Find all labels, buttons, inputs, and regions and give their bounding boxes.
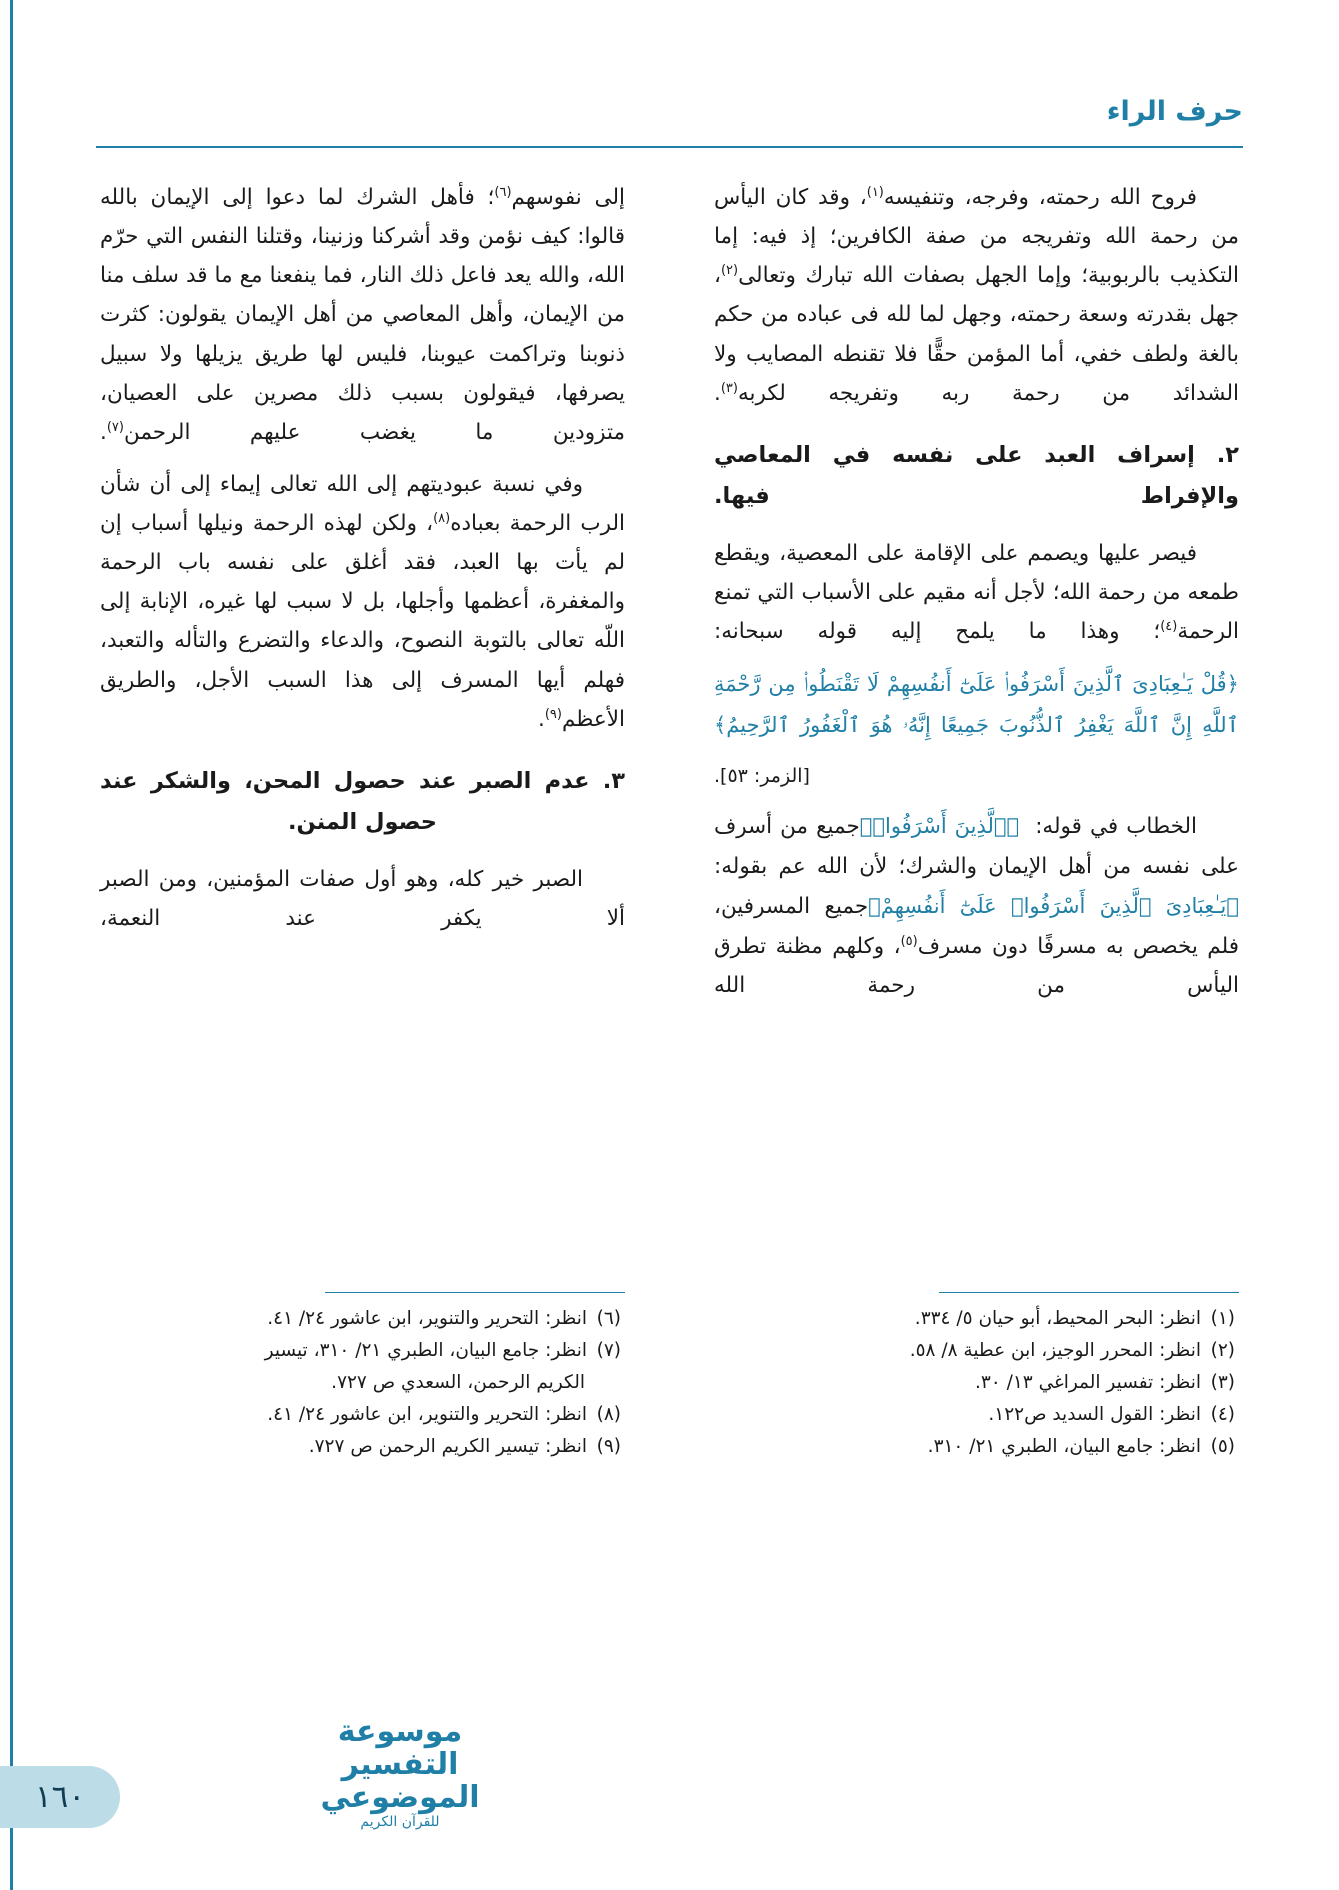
footnote-number: (٨) xyxy=(596,1403,621,1425)
footnote-number: (٩) xyxy=(596,1435,621,1457)
footnote-marker-8: (٨) xyxy=(433,510,451,526)
footnote-marker-1: (١) xyxy=(866,184,884,200)
footnote-marker-3: (٣) xyxy=(720,380,738,396)
footnote-marker-5: (٥) xyxy=(900,934,918,950)
quran-verse: ﴿قُلْ يَـٰعِبَادِىَ ٱلَّذِينَ أَسْرَفُوا۟ عَلَىٰٓ أَنفُسِهِمْ لَا تَقْنَطُوا۟ مِن رَّحْمَةِ ٱللَّهِ إِنَّ ٱللَّهَ يَغْفِرُ ٱلذُّنُوبَ جَمِيعًا إِنَّهُۥ هُوَ ٱلْغَفُورُ ٱلرَّحِيمُ﴾ xyxy=(714,672,1239,738)
quran-inline-2: ﴿يَـٰعِبَادِىَ ٱلَّذِينَ أَسْرَفُوا۟ عَلَىٰٓ أَنفُسِهِمْ﴾ xyxy=(868,894,1239,919)
paragraph-intro xyxy=(714,178,1239,413)
footnote-number: (٧) xyxy=(596,1339,621,1361)
footnote-item xyxy=(714,1432,1239,1462)
footnote-marker-7: (٧) xyxy=(106,419,124,435)
footnote-marker-2: (٢) xyxy=(720,263,739,279)
footnote-text: انظر: تفسير المراغي ١٣/ ٣٠. xyxy=(974,1371,1201,1393)
footnote-item xyxy=(714,1368,1239,1398)
footnote-text: انظر: المحرر الوجيز، ابن عطية ٨/ ٥٨. xyxy=(909,1339,1201,1361)
para-text-1b: ، وقد كان اليأس من رحمة الله وتفريجه من صفة الكافرين؛ إذ فيه: إما التكذيب بالربوبية؛ وإما الجهل بصفات الله تبارك وتعالى xyxy=(714,185,1239,289)
para-text-1: فروح الله رحمته، وفرجه، وتنفيسه xyxy=(883,185,1197,210)
footnote-text: انظر: التحرير والتنوير، ابن عاشور ٢٤/ ٤١. xyxy=(267,1308,587,1329)
page-footer xyxy=(0,1714,1339,1838)
para-text-5b: ، ولكن لهذه الرحمة ونيلها أسباب إن لم يأت بها العبد، فقد أغلق على نفسه باب الرحمة والمغفرة، أعظمها وأجلها، بل لا سبب لها غيره، الإنابة إلى اللّه تعالى بالتوبة النصوح، والدعاء والتضرع والتأله والتعبد، فهلم أيها المسرف إلى هذا السبب الأجل، والطريق الأعظم xyxy=(100,511,625,732)
left-edge-rule xyxy=(0,0,13,1890)
para-text-4b: ؛ فأهل الشرك لما دعوا إلى الإيمان بالله قالوا: كيف نؤمن وقد أشركنا وزنينا، وقتلنا النفس التي حرّم الله، والله يعد فاعل ذلك النار، فما ينفعنا مع ما قد سلف منا من الإيمان، وأهل المعاصي من أهل الإيمان يقولون: كثرت ذنوبنا وتراكمت عيوبنا، فليس لها طريق يزيلها ولا سبيل يصرفها، فيقولون بسبب ذلك مصرين على العصيان، متزودين ما يغضب عليهم الرحمن xyxy=(100,185,625,445)
para-text-4a: إلى نفوسهم xyxy=(511,185,625,210)
quran-inline-1: ﴿ٱلَّذِينَ أَسْرَفُوا۟﴾ xyxy=(859,814,1020,839)
footnotes-left xyxy=(100,1292,625,1482)
section-heading-2: ٢. إسراف العبد على نفسه في المعاصي والإفراط فيها. xyxy=(714,441,1239,510)
page-number-tab xyxy=(0,1766,120,1828)
header-title: حرف الراء xyxy=(1106,96,1243,127)
para-text-4c: . xyxy=(100,419,107,445)
section-heading-3: ٣. عدم الصبر عند حصول المحن، والشكر عند حصول المنن. xyxy=(100,767,625,836)
para-text-3a: الخطاب في قوله: xyxy=(1035,814,1198,840)
footnote-marker-6: (٦) xyxy=(494,184,512,200)
footnote-item xyxy=(100,1432,625,1462)
footnote-marker-4: (٤) xyxy=(1160,619,1178,635)
footnote-text: انظر: تيسير الكريم الرحمن ص ٧٢٧. xyxy=(308,1435,587,1457)
paragraph-5 xyxy=(100,465,625,739)
footnote-item xyxy=(714,1400,1239,1430)
paragraph-2 xyxy=(714,534,1239,651)
publisher-logo xyxy=(285,1715,515,1830)
para-text-5c: . xyxy=(538,706,545,732)
quran-reference: [الزمر: ٥٣]. xyxy=(714,765,810,788)
paragraph-3 xyxy=(714,806,1239,1005)
page-number: ١٦٠ xyxy=(35,1779,85,1815)
footnote-continuation: الكريم الرحمن، السعدي ص ٧٢٧. xyxy=(331,1371,585,1393)
footnote-text: انظر: جامع البيان، الطبري ٢١/ ٣١٠. xyxy=(927,1435,1201,1457)
para-text-2a: فيصر عليها ويصمم على الإقامة على المعصية، ويقطع طمعه من رحمة الله؛ لأجل أنه مقيم على الأسباب التي تمنع الرحمة xyxy=(714,541,1239,645)
footnote-number: (٢) xyxy=(1210,1339,1235,1361)
footnote-item xyxy=(714,1304,1239,1334)
footnote-number: (٤) xyxy=(1210,1403,1235,1425)
header-divider xyxy=(96,146,1243,148)
para-text-1c: ، جهل بقدرته وسعة رحمته، وجهل لما لله فى عباده من حكم بالغة ولطف خفي، أما المؤمن حقًّا فلا تقنطه المصايب ولا الشدائد من رحمة ربه وتفريجه لكربه xyxy=(714,263,1239,406)
column-right xyxy=(714,178,1239,1268)
footnote-item xyxy=(100,1336,625,1366)
footnote-text: انظر: القول السديد ص١٢٢. xyxy=(988,1403,1201,1425)
footnotes-right xyxy=(714,1292,1239,1482)
footnote-marker-9: (٩) xyxy=(544,706,562,722)
footnote-item xyxy=(714,1336,1239,1366)
footnote-number: (٦) xyxy=(596,1308,621,1329)
paragraph-6: الصبر خير كله، وهو أول صفات المؤمنين، ومن الصبر ألا يكفر عند النعمة، xyxy=(100,867,625,932)
page-header xyxy=(96,96,1243,156)
para-text-5a: وفي نسبة عبوديتهم إلى الله تعالى إيماء إلى أن شأن الرب الرحمة بعباده xyxy=(100,471,625,536)
paragraph-4 xyxy=(100,178,625,452)
footnote-item xyxy=(100,1304,625,1334)
footnote-number: (١) xyxy=(1210,1308,1235,1329)
para-text-3b: جميع من أسرف على نفسه من أهل الإيمان والشرك؛ لأن الله عم بقوله: xyxy=(714,814,1239,880)
para-text-2b: ؛ وهذا ما يلمح إليه قوله سبحانه: xyxy=(714,619,1161,645)
para-text-3d: ، وكلهم مظنة تطرق اليأس من رحمة الله xyxy=(714,934,1239,999)
text-columns xyxy=(100,178,1239,1268)
footnote-number: (٥) xyxy=(1210,1435,1235,1457)
footnote-number: (٣) xyxy=(1210,1371,1235,1393)
column-left xyxy=(100,178,625,1268)
para-text-1d: . xyxy=(714,380,721,406)
footnotes-area xyxy=(100,1292,1239,1482)
footnote-text: انظر: البحر المحيط، أبو حيان ٥/ ٣٣٤. xyxy=(914,1308,1201,1329)
footnote-text: انظر: جامع البيان، الطبري ٢١/ ٣١٠، تيسير xyxy=(264,1339,587,1361)
para-text-3c: جميع المسرفين، فلم يخصص به مسرفًا دون مسرف xyxy=(714,894,1239,960)
logo-subtitle: للقرآن الكريم xyxy=(360,1814,440,1830)
footnote-text: انظر: التحرير والتنوير، ابن عاشور ٢٤/ ٤١. xyxy=(267,1403,587,1425)
footnote-item xyxy=(100,1400,625,1430)
logo-title: موسوعة التفسير الموضوعي xyxy=(320,1714,480,1815)
